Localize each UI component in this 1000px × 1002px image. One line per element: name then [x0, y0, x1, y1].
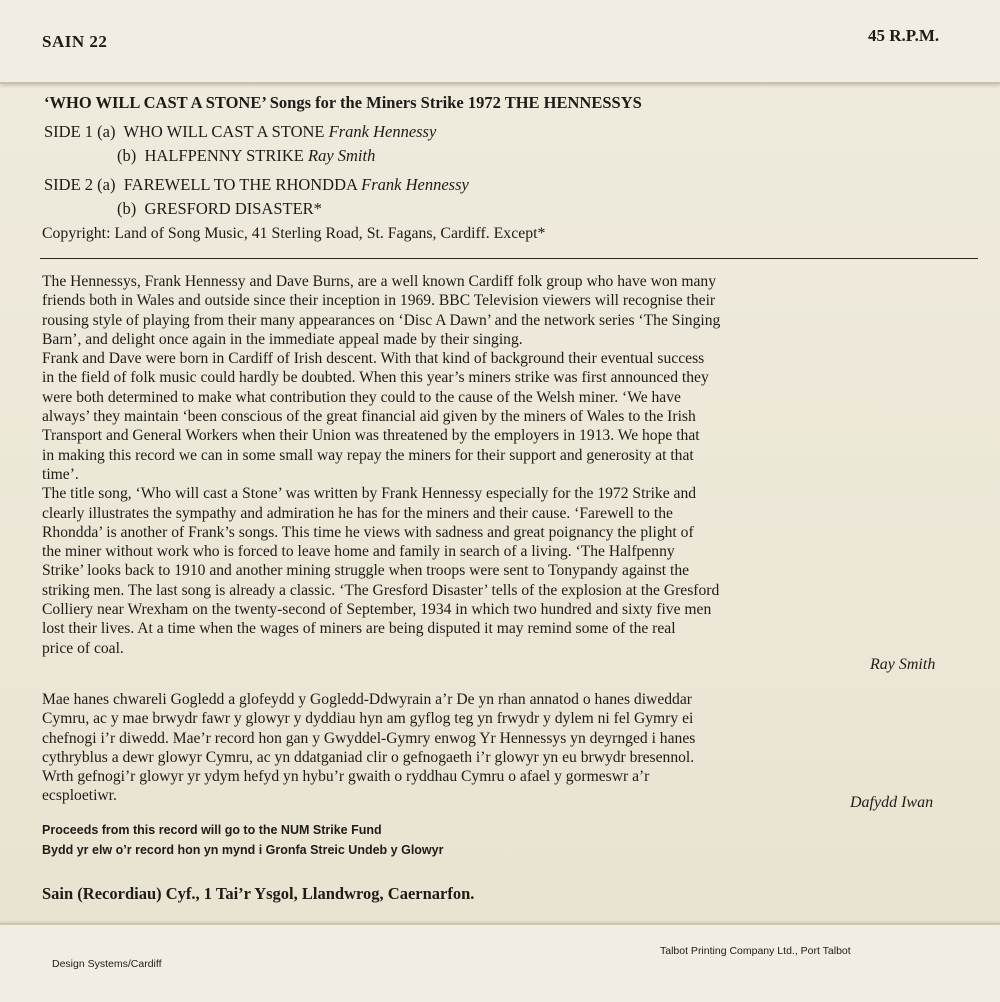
notes-line: price of coal.	[42, 639, 124, 657]
liner-notes-welsh	[42, 690, 972, 806]
divider-rule	[40, 258, 978, 259]
notes-line: Colliery near Wrexham on the twenty-second of September, 1934 in which two hundred and sixty five men	[42, 601, 712, 619]
track-index: (b)	[117, 199, 137, 218]
liner-notes-english	[42, 272, 972, 658]
side2-track-b	[117, 199, 322, 219]
track-writer: Frank Hennessy	[361, 175, 469, 194]
side1-track-a	[44, 122, 436, 142]
label-address: Sain (Recordiau) Cyf., 1 Tai’r Ysgol, Llandwrog, Caernarfon.	[42, 884, 475, 903]
notes-line: Frank and Dave were born in Cardiff of Irish descent. With that kind of background their eventual success	[42, 350, 705, 368]
printer-credit: Talbot Printing Company Ltd., Port Talbot	[660, 945, 851, 957]
catalogue-number: SAIN 22	[42, 32, 108, 51]
notes-line: chefnogi i’r diwedd. Mae’r record hon gan y Gwyddel-Gymry enwog Yr Hennessys yn deyrnged i hanes	[42, 729, 696, 747]
notes-line: Transport and General Workers when their Union was threatened by the employers in 1913. We hope that	[42, 427, 700, 445]
notes-line: friends both in Wales and outside since their inception in 1969. BBC Television viewers will recognise their	[42, 292, 716, 310]
notes-line: Rhondda’ is another of Frank’s songs. This time he views with sadness and great poignancy the plight of	[42, 523, 694, 541]
track-writer: Ray Smith	[307, 146, 376, 165]
notes-line: Cymru, ac y mae brwydr fawr y glowyr y dyddiau hyn am gyflog teg yn frwydr y dylem ni fel Gymry ei	[42, 710, 694, 728]
notes-line: Barn’, and delight once again in the immediate appeal made by their singing.	[42, 330, 523, 348]
copyright-line: Copyright: Land of Song Music, 41 Sterling Road, St. Fagans, Cardiff. Except*	[42, 225, 546, 242]
notes-line: time’.	[42, 465, 79, 483]
album-title-line: ‘WHO WILL CAST A STONE’ Songs for the Miners Strike 1972 THE HENNESSYS	[44, 93, 642, 112]
track-title: FAREWELL TO THE RHONDDA	[123, 175, 358, 194]
notes-line: in the field of folk music could hardly be doubted. When this year’s miners strike was first announced they	[42, 369, 709, 387]
notes-line: Mae hanes chwareli Gogledd a glofeydd y Gogledd-Ddwyrain a’r De yn rhan annatod o hanes diweddar	[42, 691, 692, 708]
track-title: GRESFORD DISASTER*	[144, 199, 322, 218]
signature-english: Ray Smith	[870, 656, 936, 673]
notes-line: the miner without work who is forced to leave home and family in search of a living. ‘The Halfpenny	[42, 543, 675, 561]
proceeds-english: Proceeds from this record will go to the NUM Strike Fund	[42, 823, 382, 837]
notes-line: ecsploetiwr.	[42, 787, 117, 805]
notes-line: in making this record we can in some small way repay the miners for their support and generosity at that	[42, 446, 694, 464]
design-credit: Design Systems/Cardiff	[52, 958, 162, 970]
side2-label: SIDE 2 (a)	[44, 175, 116, 194]
notes-line: lost their lives. At a time when the wages of miners are being disputed it may remind some of the real	[42, 620, 676, 638]
notes-line: The Hennessys, Frank Hennessy and Dave Burns, are a well known Cardiff folk group who have won many	[42, 273, 716, 290]
side1-track-b	[117, 146, 375, 166]
signature-welsh: Dafydd Iwan	[850, 794, 934, 811]
track-index: (b)	[117, 146, 137, 165]
speed-label: 45 R.P.M.	[868, 26, 940, 45]
notes-line: cythryblus a dewr glowyr Cymru, ac yn ddatganiad clir o gefnogaeth i’r glowyr yn eu brwydr bresennol.	[42, 748, 695, 766]
proceeds-welsh: Bydd yr elw o’r record hon yn mynd i Gronfa Streic Undeb y Glowyr	[42, 843, 444, 857]
notes-line: Wrth gefnogi’r glowyr yr ydym hefyd yn hybu’r gwaith o ryddhau Cymru o afael y gormeswr a’r	[42, 768, 650, 786]
side1-label: SIDE 1 (a)	[44, 122, 116, 141]
notes-line: always’ they maintain ‘been conscious of the great financial aid given by the miners of Wales to the Irish	[42, 408, 696, 426]
notes-line: Strike’ looks back to 1910 and another mining struggle when troops were sent to Tonypandy against the	[42, 562, 690, 580]
notes-line: clearly illustrates the sympathy and admiration he has for the miners and their cause. ‘Farewell to the	[42, 504, 673, 522]
track-title: WHO WILL CAST A STONE	[123, 122, 325, 141]
notes-line: striking men. The last song is already a classic. ‘The Gresford Disaster’ tells of the explosion at the Gresford	[42, 581, 720, 599]
track-writer: Frank Hennessy	[328, 122, 437, 141]
notes-line: were both determined to make what contribution they could to the cause of the Welsh miner. ‘We have	[42, 388, 681, 406]
side2-track-a	[44, 175, 469, 195]
track-title: HALFPENNY STRIKE	[144, 146, 304, 165]
notes-line: The title song, ‘Who will cast a Stone’ was written by Frank Hennessy especially for the 1972 Strike and	[42, 485, 697, 503]
top-flap	[0, 0, 1000, 84]
notes-line: rousing style of playing from their many appearances on ‘Disc A Dawn’ and the network series ‘The Singing	[42, 311, 721, 329]
